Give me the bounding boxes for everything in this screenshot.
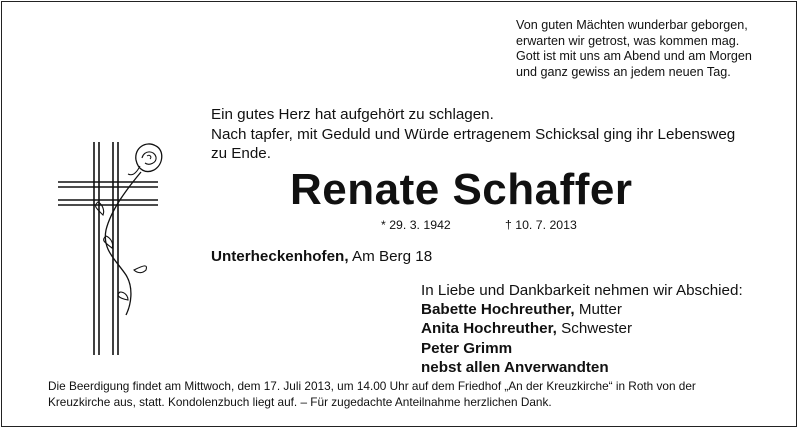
address-street: Am Berg 18 bbox=[348, 248, 433, 265]
mourner-name: Babette Hochreuther, bbox=[421, 301, 575, 319]
intro-line: Nach tapfer, mit Geduld und Würde ertragenem Schicksal ging ihr Lebensweg bbox=[211, 125, 736, 143]
quote-line: Von guten Mächten wunderbar geborgen, bbox=[516, 18, 748, 32]
address-place: Unterheckenhofen, bbox=[211, 248, 349, 265]
mourner-relation: Mutter bbox=[574, 301, 622, 319]
quote-line: erwarten wir getrost, was kommen mag. bbox=[516, 33, 740, 48]
mourner-name: Peter Grimm bbox=[421, 339, 513, 357]
mourner-relation: Schwester bbox=[556, 320, 632, 338]
farewell-heading: In Liebe und Dankbarkeit nehmen wir Abschied: bbox=[421, 282, 743, 299]
funeral-info bbox=[48, 379, 778, 410]
intro-line: zu Ende. bbox=[211, 145, 271, 162]
mourner-name: Anita Hochreuther, bbox=[421, 320, 557, 338]
farewell-block bbox=[421, 281, 743, 377]
poem-quote bbox=[516, 18, 786, 80]
footer-line: Die Beerdigung findet am Mittwoch, dem 17. Juli 2013, um 14.00 Uhr auf dem Friedhof „An der Kreuzkirche“ in Roth von der bbox=[48, 379, 696, 393]
footer-line: Kreuzkirche aus, statt. Kondolenzbuch liegt auf. – Für zugedachte Anteilnahme herzlichen Dank. bbox=[48, 394, 552, 409]
mourner-row bbox=[421, 339, 743, 358]
cross-with-rose-icon bbox=[56, 130, 176, 360]
intro-line: Ein gutes Herz hat aufgehört zu schlagen. bbox=[211, 106, 494, 123]
intro-text bbox=[211, 105, 781, 164]
mourner-name: nebst allen Anverwandten bbox=[421, 358, 609, 376]
mourner-row bbox=[421, 319, 743, 338]
death-date: † 10. 7. 2013 bbox=[505, 218, 577, 232]
quote-line: und ganz gewiss an jedem neuen Tag. bbox=[516, 64, 731, 79]
mourner-row bbox=[421, 358, 743, 377]
mourner-row bbox=[421, 300, 743, 319]
birth-date: * 29. 3. 1942 bbox=[381, 218, 451, 232]
address bbox=[211, 248, 432, 265]
deceased-name: Renate Schaffer bbox=[290, 165, 633, 214]
quote-line: Gott ist mit uns am Abend und am Morgen bbox=[516, 49, 752, 63]
